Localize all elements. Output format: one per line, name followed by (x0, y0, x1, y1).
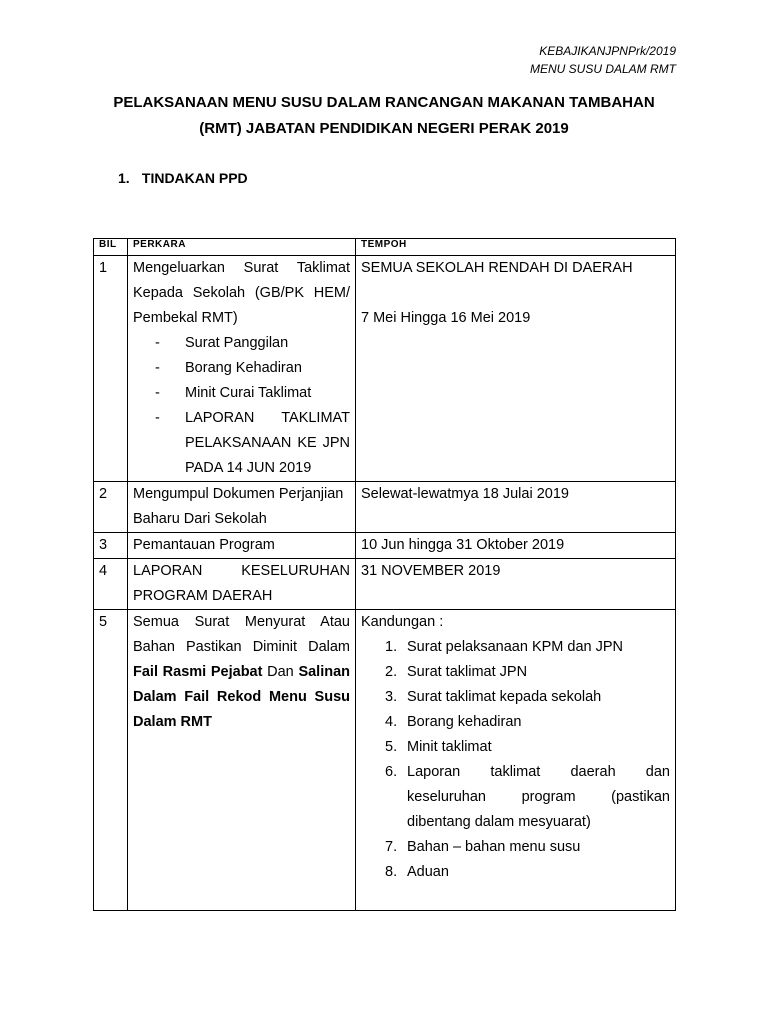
row-bil: 5 (94, 610, 128, 911)
list-item: 7. Bahan – bahan menu susu (385, 839, 581, 855)
list-item-text: Surat taklimat JPN (407, 664, 528, 680)
list-item: - Borang Kehadiran (155, 356, 350, 381)
document-header (530, 42, 676, 78)
row-perkara: Mengumpul Dokumen Perjanjian Baharu Dari Sekolah (128, 482, 356, 533)
title-line-1: PELAKSANAAN MENU SUSU DALAM RANCANGAN MAKANAN TAMBAHAN (113, 94, 655, 111)
row-perkara-text: Mengeluarkan Surat Taklimat Kepada Sekolah (GB/PK HEM/ Pembekal RMT) (133, 260, 350, 326)
table-row (94, 610, 676, 911)
row-bil: 4 (94, 559, 128, 610)
header-tempoh: TEMPOH (356, 239, 676, 256)
row-bil: 3 (94, 533, 128, 559)
row-perkara: LAPORAN KESELURUHAN PROGRAM DAERAH (128, 559, 356, 610)
row-tempoh-date: 7 Mei Hingga 16 Mei 2019 (361, 310, 531, 326)
row-perkara-bold: Salinan Dalam Fail Rekod Menu Susu Dalam RMT (133, 664, 351, 730)
list-item-text: Surat pelaksanaan KPM dan JPN (407, 639, 624, 655)
list-item: 3. Surat taklimat kepada sekolah (385, 689, 602, 705)
section-label: TINDAKAN PPD (141, 170, 248, 186)
row-bil: 2 (94, 482, 128, 533)
list-item: 8. Aduan (385, 864, 449, 880)
row-tempoh: 31 NOVEMBER 2019 (356, 559, 676, 610)
document-subtitle: MENU SUSU DALAM RMT (529, 62, 676, 76)
title-line-2: (RMT) JABATAN PENDIDIKAN NEGERI PERAK 2019 (199, 120, 569, 137)
table-header-row (94, 239, 676, 256)
row-tempoh: 10 Jun hingga 31 Oktober 2019 (356, 533, 676, 559)
row-tempoh (356, 610, 676, 911)
header-bil: BIL (94, 239, 128, 256)
row-perkara (128, 610, 356, 911)
row-tempoh: Selewat-lewatmya 18 Julai 2019 (356, 482, 676, 533)
list-item: 6. Laporan taklimat daerah dan keseluruhan program (pastikan dibentang dalam mesyuarat) (385, 764, 670, 830)
dash-list (133, 331, 350, 481)
table-row (94, 256, 676, 482)
row-bil: 1 (94, 256, 128, 482)
row-tempoh-text: SEMUA SEKOLAH RENDAH DI DAERAH (361, 260, 633, 276)
list-item: 4. Borang kehadiran (385, 714, 522, 730)
row-perkara (128, 256, 356, 482)
document-ref: KEBAJIKANJPNPrk/2019 (539, 44, 676, 58)
spacer (361, 281, 670, 306)
row-perkara-bold: Fail Rasmi Pejabat (133, 664, 263, 680)
row-tempoh (356, 256, 676, 482)
list-item: - Minit Curai Taklimat (155, 381, 350, 406)
list-item-text: Bahan – bahan menu susu (407, 839, 581, 855)
list-item: 5. Minit taklimat (385, 739, 492, 755)
header-perkara: PERKARA (128, 239, 356, 256)
list-item: - LAPORAN TAKLIMAT PELAKSANAAN KE JPN PADA 14 JUN 2019 (155, 406, 350, 481)
list-item-text: Laporan taklimat daerah dan keseluruhan program (pastikan dibentang dalam mesyuarat) (407, 764, 670, 830)
table-row (94, 482, 676, 533)
section-heading (118, 170, 248, 186)
table-row (94, 559, 676, 610)
row-perkara: Pemantauan Program (128, 533, 356, 559)
list-item: 2. Surat taklimat JPN (385, 664, 528, 680)
row-tempoh-text: Kandungan : (361, 614, 444, 630)
list-item-text: Minit taklimat (407, 739, 492, 755)
contents-list (361, 635, 670, 885)
list-item-text: Surat taklimat kepada sekolah (407, 689, 602, 705)
list-item: - Surat Panggilan (155, 331, 350, 356)
list-item-text: Borang kehadiran (407, 714, 522, 730)
row-perkara-text: Dan (267, 664, 294, 680)
section-number: 1. (118, 170, 130, 186)
table-row (94, 533, 676, 559)
action-table (93, 238, 676, 911)
list-item: 1. Surat pelaksanaan KPM dan JPN (385, 639, 624, 655)
row-perkara-text: Semua Surat Menyurat Atau Bahan Pastikan Diminit Dalam (133, 614, 350, 655)
list-item-text: Aduan (407, 864, 449, 880)
document-title (60, 90, 708, 142)
